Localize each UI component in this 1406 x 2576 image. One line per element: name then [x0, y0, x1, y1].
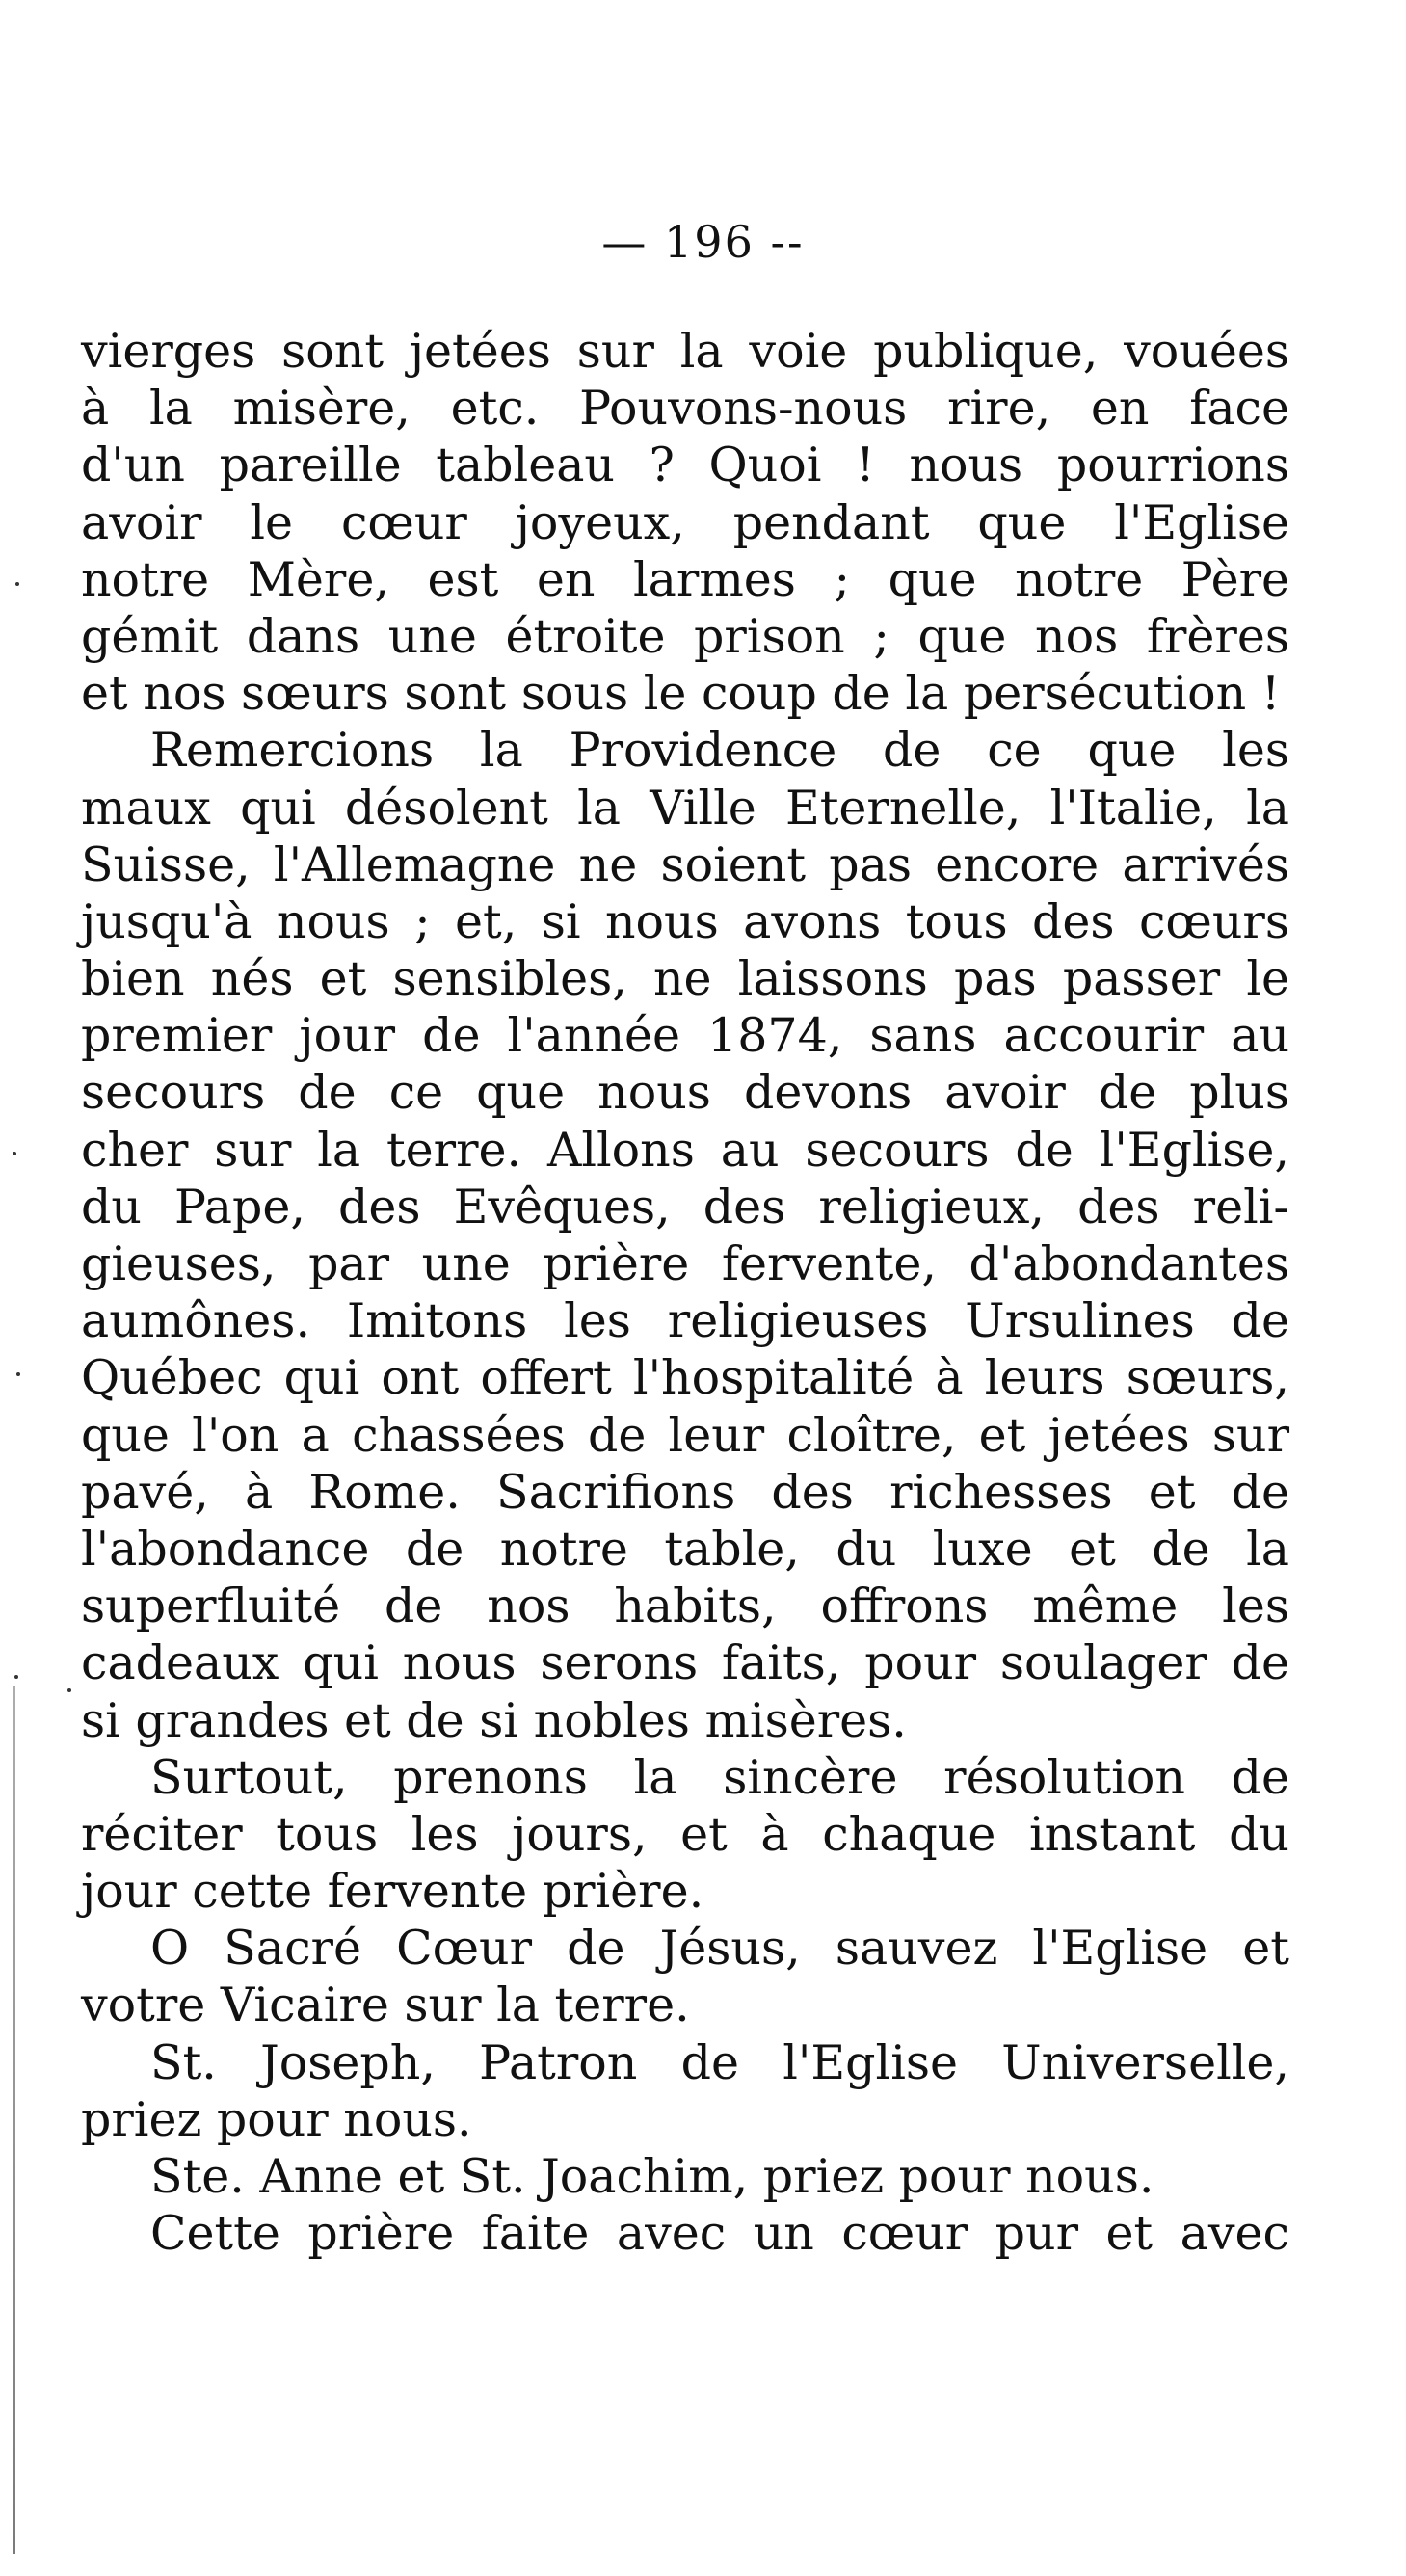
text-line: si grandes et de si nobles misères.: [81, 1692, 907, 1748]
text-line: que l'on a chassées de leur cloître, et jetées sur: [81, 1407, 1289, 1463]
text-line: vierges sont jetées sur la voie publique, vouées: [81, 324, 1289, 379]
text-line: Suisse, l'Allemagne ne soient pas encore arrivés: [81, 837, 1289, 892]
scan-speck: [14, 1675, 18, 1679]
scan-speck: [13, 1152, 16, 1155]
page-number: — 196 --: [601, 216, 805, 268]
text-line: superfluité de nos habits, offrons même les: [81, 1579, 1289, 1634]
text-line: notre Mère, est en larmes ; que notre Père: [81, 551, 1289, 607]
text-line: jusqu'à nous ; et, si nous avons tous des cœurs: [81, 893, 1289, 949]
text-line: St. Joseph, Patron de l'Eglise Universelle,: [150, 2034, 1289, 2090]
text-line: cadeaux qui nous serons faits, pour soulager de: [81, 1635, 1289, 1691]
scan-speck: [16, 1372, 20, 1376]
scan-speck: [67, 1688, 71, 1692]
text-line: O Sacré Cœur de Jésus, sauvez l'Eglise et: [150, 1921, 1289, 1977]
text-line: Remercions la Providence de ce que les: [150, 723, 1289, 779]
text-line: gieuses, par une prière fervente, d'abondantes: [81, 1236, 1289, 1291]
text-line: Ste. Anne et St. Joachim, priez pour nous.: [150, 2149, 1154, 2204]
text-line: d'un pareille tableau ? Quoi ! nous pourrions: [81, 438, 1289, 493]
text-line: l'abondance de notre table, du luxe et de la: [81, 1521, 1289, 1577]
text-line: jour cette fervente prière.: [81, 1864, 704, 1920]
text-line: premier jour de l'année 1874, sans accourir au: [81, 1008, 1289, 1064]
text-line: gémit dans une étroite prison ; que nos frères: [81, 608, 1289, 664]
text-line: avoir le cœur joyeux, pendant que l'Eglise: [81, 494, 1289, 550]
text-line: votre Vicaire sur la terre.: [81, 1978, 690, 2033]
text-line: et nos sœurs sont sous le coup de la persécution !: [81, 666, 1281, 722]
text-line: Québec qui ont offert l'hospitalité à leurs sœurs,: [81, 1350, 1289, 1406]
text-line: Cette prière faite avec un cœur pur et avec: [150, 2206, 1289, 2262]
text-line: réciter tous les jours, et à chaque instant du: [81, 1806, 1289, 1862]
scan-speck: [15, 582, 19, 586]
body-text: [81, 323, 1289, 2262]
text-line: maux qui désolent la Ville Eternelle, l'Italie, la: [81, 780, 1289, 836]
text-line: à la misère, etc. Pouvons-nous rire, en face: [81, 381, 1289, 437]
text-line: du Pape, des Evêques, des religieux, des reli-: [81, 1179, 1289, 1235]
text-line: Surtout, prenons la sincère résolution de: [150, 1749, 1289, 1805]
margin-scan-artifact: [13, 1686, 15, 2554]
text-line: priez pour nous.: [81, 2091, 472, 2147]
text-line: pavé, à Rome. Sacrifions des richesses et de: [81, 1464, 1289, 1520]
text-line: secours de ce que nous devons avoir de plus: [81, 1065, 1289, 1121]
text-line: bien nés et sensibles, ne laissons pas passer le: [81, 951, 1289, 1007]
text-line: cher sur la terre. Allons au secours de l'Eglise,: [81, 1122, 1289, 1178]
text-line: aumônes. Imitons les religieuses Ursulines de: [81, 1293, 1289, 1349]
